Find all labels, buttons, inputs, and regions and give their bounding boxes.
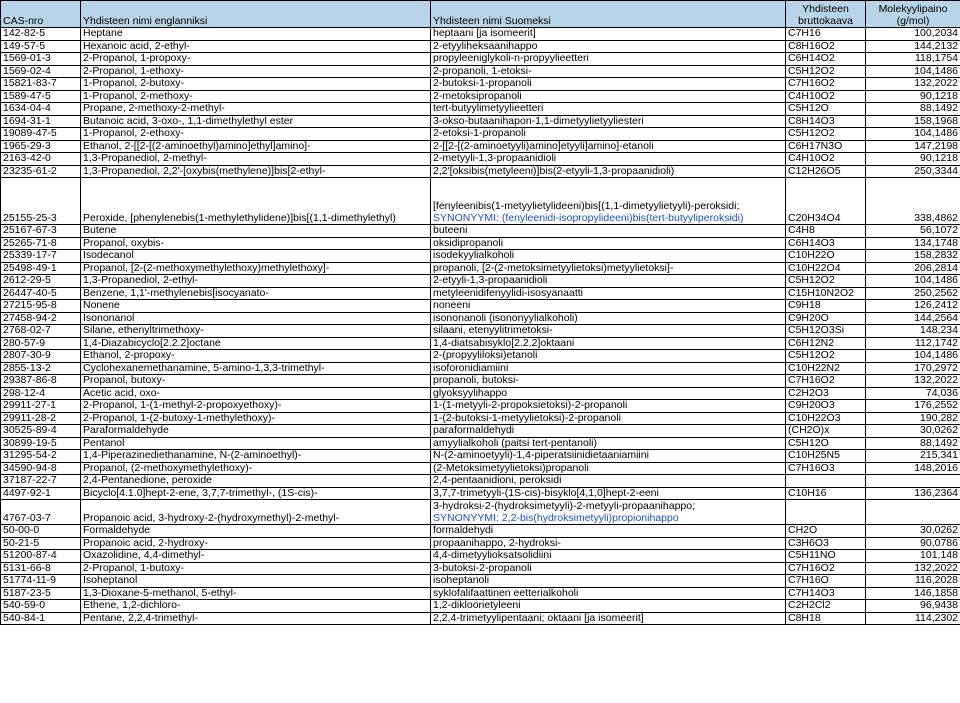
molecular-weight-cell: 88,1492	[866, 103, 960, 116]
cas-number-cell: 2768-02-7	[1, 325, 81, 338]
molecular-weight-cell: 90,0786	[866, 537, 960, 550]
finnish-name-cell: buteeni	[431, 225, 786, 238]
english-name-cell: Peroxide, [phenylenebis(1-methylethylidene)]bis[(1,1-dimethylethyl)	[81, 178, 431, 225]
finnish-name-cell: propaanihappo, 2-hydroksi-	[431, 537, 786, 550]
table-row	[1, 462, 960, 475]
table-row	[1, 550, 960, 563]
english-name-cell: 1-Propanol, 2-ethoxy-	[81, 128, 431, 141]
table-row	[1, 128, 960, 141]
cas-number-cell: 23235-61-2	[1, 165, 81, 178]
cas-number-cell: 1569-02-4	[1, 65, 81, 78]
molecular-weight-cell: 144,2564	[866, 312, 960, 325]
cas-number-cell: 27215-95-8	[1, 300, 81, 313]
cas-number-cell: 19089-47-5	[1, 128, 81, 141]
formula-cell: C7H16O2	[786, 562, 866, 575]
table-row	[1, 262, 960, 275]
table-row	[1, 487, 960, 500]
table-row	[1, 425, 960, 438]
table-row	[1, 400, 960, 413]
formula-cell: C5H12O2	[786, 65, 866, 78]
english-name-cell: Heptane	[81, 28, 431, 41]
formula-cell: C9H20O	[786, 312, 866, 325]
molecular-weight-cell: 126,2412	[866, 300, 960, 313]
formula-cell: C2H2Cl2	[786, 600, 866, 613]
table-row	[1, 300, 960, 313]
table-row	[1, 78, 960, 91]
table-row	[1, 250, 960, 263]
table-row	[1, 65, 960, 78]
english-name-cell: 2,4-Pentanedione, peroxide	[81, 475, 431, 488]
molecular-weight-cell: 116,2028	[866, 575, 960, 588]
finnish-name-cell: 3-okso-butaanihapon-1,1-dimetyylietyyliesteri	[431, 115, 786, 128]
finnish-name-cell: paraformaldehydi	[431, 425, 786, 438]
english-name-cell: 2-Propanol, 1-propoxy-	[81, 53, 431, 66]
finnish-name-cell: propanoli, butoksi-	[431, 375, 786, 388]
finnish-name-cell: propanoli, [2-(2-metoksimetyylietoksi)metyylietoksi]-	[431, 262, 786, 275]
formula-cell: C3H6O3	[786, 537, 866, 550]
english-name-cell: Pentanol	[81, 437, 431, 450]
molecular-weight-cell: 132,2022	[866, 562, 960, 575]
finnish-name-cell: 2-etyyli-1,3-propaanidioli	[431, 275, 786, 288]
molecular-weight-cell: 30,0262	[866, 425, 960, 438]
table-row	[1, 575, 960, 588]
english-name-cell: Propanol, butoxy-	[81, 375, 431, 388]
formula-cell: C6H14O3	[786, 237, 866, 250]
finnish-name-cell	[431, 178, 786, 225]
formula-cell: C7H16O	[786, 575, 866, 588]
cas-number-cell: 142-82-5	[1, 28, 81, 41]
table-row	[1, 362, 960, 375]
finnish-name-cell: 3,7,7-trimetyyli-(1S-cis)-bisyklo[4,1,0]hept-2-eeni	[431, 487, 786, 500]
cas-number-cell: 149-57-5	[1, 40, 81, 53]
english-name-cell: Butene	[81, 225, 431, 238]
molecular-weight-cell: 148,234	[866, 325, 960, 338]
molecular-weight-cell: 250,2562	[866, 287, 960, 300]
finnish-name-cell: 1-(1-metyyli-2-propoksietoksi)-2-propanoli	[431, 400, 786, 413]
english-name-cell: 1,4-Piperazinediethanamine, N-(2-aminoethyl)-	[81, 450, 431, 463]
header-formula: Yhdisteen bruttokaava	[786, 1, 866, 28]
english-name-cell: Formaldehyde	[81, 525, 431, 538]
english-name-cell: Propanol, oxybis-	[81, 237, 431, 250]
formula-cell: C10H16	[786, 487, 866, 500]
finnish-name-cell: propyleeniglykoli-n-propyylieetteri	[431, 53, 786, 66]
molecular-weight-cell: 104,1486	[866, 65, 960, 78]
table-row	[1, 375, 960, 388]
cas-number-cell: 298-12-4	[1, 387, 81, 400]
formula-cell: C12H26O5	[786, 165, 866, 178]
english-name-cell: Pentane, 2,2,4-trimethyl-	[81, 612, 431, 625]
english-name-cell: Butanoic acid, 3-oxo-, 1,1-dimethylethyl ester	[81, 115, 431, 128]
formula-cell: C5H12O2	[786, 128, 866, 141]
table-row	[1, 178, 960, 225]
formula-cell: C10H22N2	[786, 362, 866, 375]
formula-cell: C10H22O4	[786, 262, 866, 275]
english-name-cell: 1,3-Propanediol, 2-methyl-	[81, 153, 431, 166]
cas-number-cell: 37187-22-7	[1, 475, 81, 488]
formula-cell: C10H22O3	[786, 412, 866, 425]
molecular-weight-cell: 30,0262	[866, 525, 960, 538]
table-row	[1, 537, 960, 550]
english-name-cell: Paraformaldehyde	[81, 425, 431, 438]
formula-cell: C8H16O2	[786, 40, 866, 53]
table-row	[1, 387, 960, 400]
finnish-name-cell: 2-etyyliheksaanihappo	[431, 40, 786, 53]
finnish-name-cell: tert-butyylimetyylieetteri	[431, 103, 786, 116]
formula-cell: C7H16O3	[786, 462, 866, 475]
cas-number-cell: 5187-23-5	[1, 587, 81, 600]
cas-number-cell: 34590-94-8	[1, 462, 81, 475]
english-name-cell: Propanol, (2-methoxymethylethoxy)-	[81, 462, 431, 475]
molecular-weight-cell: 176,2552	[866, 400, 960, 413]
finnish-name-cell: 2-[[2-[(2-aminoetyyli)amino]etyyli]amino]-etanoli	[431, 140, 786, 153]
finnish-name-cell: oksidipropanoli	[431, 237, 786, 250]
finnish-name-cell: noneeni	[431, 300, 786, 313]
finnish-name-cell: heptaani [ja isomeerit]	[431, 28, 786, 41]
table-row	[1, 28, 960, 41]
cas-number-cell: 25167-67-3	[1, 225, 81, 238]
molecular-weight-cell: 88,1492	[866, 437, 960, 450]
formula-cell: C10H25N5	[786, 450, 866, 463]
english-name-cell: 2-Propanol, 1-(1-methyl-2-propoxyethoxy)-	[81, 400, 431, 413]
table-row	[1, 90, 960, 103]
table-row	[1, 337, 960, 350]
molecular-weight-cell: 170,2972	[866, 362, 960, 375]
header-finnish-name: Yhdisteen nimi Suomeksi	[431, 1, 786, 28]
molecular-weight-cell: 158,2832	[866, 250, 960, 263]
english-name-cell: Propanoic acid, 3-hydroxy-2-(hydroxymethyl)-2-methyl-	[81, 500, 431, 525]
finnish-name-cell: isoheptanoli	[431, 575, 786, 588]
table-row	[1, 412, 960, 425]
table-header-row	[1, 1, 960, 28]
formula-cell: C5H11NO	[786, 550, 866, 563]
finnish-name-cell: 2-propanoli, 1-etoksi-	[431, 65, 786, 78]
cas-number-cell: 2855-13-2	[1, 362, 81, 375]
english-name-cell: Silane, ethenyltrimethoxy-	[81, 325, 431, 338]
molecular-weight-cell: 56,1072	[866, 225, 960, 238]
molecular-weight-cell: 250,3344	[866, 165, 960, 178]
english-name-cell: Ethanol, 2-[[2-[(2-aminoethyl)amino]ethyl]amino]-	[81, 140, 431, 153]
english-name-cell: 2-Propanol, 1-(2-butoxy-1-methylethoxy)-	[81, 412, 431, 425]
table-row	[1, 287, 960, 300]
cas-number-cell: 50-21-5	[1, 537, 81, 550]
cas-number-cell: 51774-11-9	[1, 575, 81, 588]
table-row	[1, 350, 960, 363]
finnish-name-cell: 2-etoksi-1-propanoli	[431, 128, 786, 141]
formula-cell: C9H18	[786, 300, 866, 313]
molecular-weight-cell: 144,2132	[866, 40, 960, 53]
table-row	[1, 525, 960, 538]
table-row	[1, 53, 960, 66]
finnish-name-cell: glyoksyylihappo	[431, 387, 786, 400]
formula-cell: C4H10O2	[786, 90, 866, 103]
molecular-weight-cell: 134,1748	[866, 237, 960, 250]
table-row	[1, 612, 960, 625]
cas-number-cell: 1965-29-3	[1, 140, 81, 153]
formula-cell: C20H34O4	[786, 178, 866, 225]
finnish-name-cell: 2-butoksi-1-propanoli	[431, 78, 786, 91]
finnish-name-cell: isoforonidiamiini	[431, 362, 786, 375]
molecular-weight-cell: 104,1486	[866, 350, 960, 363]
english-name-cell: Isononanol	[81, 312, 431, 325]
formula-cell: C6H12N2	[786, 337, 866, 350]
molecular-weight-cell: 96,9438	[866, 600, 960, 613]
formula-cell: C7H16O2	[786, 78, 866, 91]
molecular-weight-cell	[866, 475, 960, 488]
cas-number-cell: 25498-49-1	[1, 262, 81, 275]
table-row	[1, 275, 960, 288]
formula-cell: C5H12O	[786, 103, 866, 116]
formula-cell: C5H12O2	[786, 350, 866, 363]
finnish-name-cell: silaani, etenyylitrimetoksi-	[431, 325, 786, 338]
header-english-name: Yhdisteen nimi englanniksi	[81, 1, 431, 28]
cas-number-cell: 29911-28-2	[1, 412, 81, 425]
cas-number-cell: 4497-92-1	[1, 487, 81, 500]
finnish-name-cell: 2,2,4-trimetyylipentaani; oktaani [ja isomeerit]	[431, 612, 786, 625]
formula-cell: C4H10O2	[786, 153, 866, 166]
cas-number-cell: 2807-30-9	[1, 350, 81, 363]
cas-number-cell: 25155-25-3	[1, 178, 81, 225]
table-row	[1, 562, 960, 575]
molecular-weight-cell: 104,1486	[866, 128, 960, 141]
molecular-weight-cell: 74,036	[866, 387, 960, 400]
formula-cell	[786, 475, 866, 488]
table-row	[1, 237, 960, 250]
cas-number-cell: 540-59-0	[1, 600, 81, 613]
table-body	[1, 28, 960, 625]
table-row	[1, 165, 960, 178]
english-name-cell: Benzene, 1,1'-methylenebis[isocyanato-	[81, 287, 431, 300]
molecular-weight-cell: 146,1858	[866, 587, 960, 600]
molecular-weight-cell: 114,2302	[866, 612, 960, 625]
finnish-name-cell: metyleenidifenyylidi-isosyanaatti	[431, 287, 786, 300]
english-name-cell: Propane, 2-methoxy-2-methyl-	[81, 103, 431, 116]
molecular-weight-cell: 90,1218	[866, 153, 960, 166]
molecular-weight-cell: 132,2022	[866, 375, 960, 388]
formula-cell: C7H16	[786, 28, 866, 41]
english-name-cell: Propanol, [2-(2-methoxymethylethoxy)methylethoxy]-	[81, 262, 431, 275]
english-name-cell: Propanoic acid, 2-hydroxy-	[81, 537, 431, 550]
english-name-cell: 1,3-Propanediol, 2-ethyl-	[81, 275, 431, 288]
finnish-name-cell: 2,2'[oksibis(metyleeni)]bis(2-etyyli-1,3-propaanidioli)	[431, 165, 786, 178]
molecular-weight-cell: 101,148	[866, 550, 960, 563]
english-name-cell: Nonene	[81, 300, 431, 313]
finnish-name-cell: 1,4-diatsabisyklo[2.2.2]oktaani	[431, 337, 786, 350]
formula-cell: C15H10N2O2	[786, 287, 866, 300]
english-name-cell: Isoheptanol	[81, 575, 431, 588]
table-row	[1, 153, 960, 166]
molecular-weight-cell: 148,2016	[866, 462, 960, 475]
table-row	[1, 103, 960, 116]
cas-number-cell: 4767-03-7	[1, 500, 81, 525]
finnish-name-cell: amyylialkoholi (paitsi tert-pentanoli)	[431, 437, 786, 450]
molecular-weight-cell: 112,1742	[866, 337, 960, 350]
english-name-cell: Ethene, 1,2-dichloro-	[81, 600, 431, 613]
finnish-name-cell: isononanoli (isononyylialkoholi)	[431, 312, 786, 325]
molecular-weight-cell	[866, 500, 960, 525]
finnish-name-cell: syklofalifaattinen eetterialkoholi	[431, 587, 786, 600]
cas-number-cell: 51200-87-4	[1, 550, 81, 563]
cas-number-cell: 5131-66-8	[1, 562, 81, 575]
english-name-cell: 1,3-Propanediol, 2,2'-[oxybis(methylene)]bis[2-ethyl-	[81, 165, 431, 178]
finnish-name-cell: 2,4-pentaanidioni, peroksidi	[431, 475, 786, 488]
english-name-cell: 1-Propanol, 2-methoxy-	[81, 90, 431, 103]
molecular-weight-cell: 147,2198	[866, 140, 960, 153]
molecular-weight-cell: 118,1754	[866, 53, 960, 66]
cas-number-cell: 2163-42-0	[1, 153, 81, 166]
cas-number-cell: 30525-89-4	[1, 425, 81, 438]
cas-number-cell: 1589-47-5	[1, 90, 81, 103]
formula-cell: C4H8	[786, 225, 866, 238]
cas-number-cell: 27458-94-2	[1, 312, 81, 325]
english-name-cell: 1,4-Diazabicyclo[2.2.2]octane	[81, 337, 431, 350]
english-name-cell: 2-Propanol, 1-butoxy-	[81, 562, 431, 575]
finnish-name-text: 3-hydroksi-2-(hydroksimetyyli)-2-metyyli-propaanihappo;	[433, 500, 696, 512]
finnish-name-cell: 2-metoksipropanoli	[431, 90, 786, 103]
synonym-text: SYNONYYMI: 2,2-bis(hydroksimetyyli)propionihappo	[433, 511, 679, 524]
finnish-name-cell: 4,4-dimetyylioksatsolidiini	[431, 550, 786, 563]
table-row	[1, 475, 960, 488]
formula-cell: C7H14O3	[786, 587, 866, 600]
english-name-cell: Oxazolidine, 4,4-dimethyl-	[81, 550, 431, 563]
synonym-text: SYNONYYMI: (fenyleenidi-isopropylideeni)bis(tert-butyyliperoksidi)	[433, 211, 744, 224]
cas-number-cell: 15821-83-7	[1, 78, 81, 91]
cas-number-cell: 29911-27-1	[1, 400, 81, 413]
table-row	[1, 587, 960, 600]
english-name-cell: Ethanol, 2-propoxy-	[81, 350, 431, 363]
cas-number-cell: 2612-29-5	[1, 275, 81, 288]
molecular-weight-cell: 136,2364	[866, 487, 960, 500]
formula-cell: C6H17N3O	[786, 140, 866, 153]
finnish-name-cell: 1-(2-butoksi-1-metyylietoksi)-2-propanoli	[431, 412, 786, 425]
formula-cell: C7H16O2	[786, 375, 866, 388]
molecular-weight-cell: 215,341	[866, 450, 960, 463]
formula-cell: C10H22O	[786, 250, 866, 263]
molecular-weight-cell: 206,2814	[866, 262, 960, 275]
header-cas: CAS-nro	[1, 1, 81, 28]
formula-cell: C9H20O3	[786, 400, 866, 413]
molecular-weight-cell: 158,1968	[866, 115, 960, 128]
table-row	[1, 437, 960, 450]
cas-number-cell: 1694-31-1	[1, 115, 81, 128]
finnish-name-text: [fenyleenibis(1-metyylietylideeni)bis[(1,1-dimetyylietyyli)-peroksidi;	[433, 200, 740, 212]
finnish-name-cell: 2-metyyli-1,3-propaanidioli	[431, 153, 786, 166]
cas-number-cell: 540-84-1	[1, 612, 81, 625]
formula-cell: C5H12O3Si	[786, 325, 866, 338]
formula-cell: C6H14O2	[786, 53, 866, 66]
cas-number-cell: 26447-40-5	[1, 287, 81, 300]
finnish-name-cell: 3-butoksi-2-propanoli	[431, 562, 786, 575]
cas-number-cell: 25265-71-8	[1, 237, 81, 250]
english-name-cell: 1,3-Dioxane-5-methanol, 5-ethyl-	[81, 587, 431, 600]
formula-cell: C8H18	[786, 612, 866, 625]
cas-number-cell: 31295-54-2	[1, 450, 81, 463]
english-name-cell: Acetic acid, oxo-	[81, 387, 431, 400]
formula-cell: C5H12O	[786, 437, 866, 450]
formula-cell: C5H12O2	[786, 275, 866, 288]
table-row	[1, 500, 960, 525]
finnish-name-cell	[431, 500, 786, 525]
formula-cell: CH2O	[786, 525, 866, 538]
formula-cell: C8H14O3	[786, 115, 866, 128]
finnish-name-cell: 2-(propyyliloksi)etanoli	[431, 350, 786, 363]
finnish-name-cell: N-(2-aminoetyyli)-1,4-piperatsiinidietaaniamiini	[431, 450, 786, 463]
table-row	[1, 115, 960, 128]
molecular-weight-cell: 90,1218	[866, 90, 960, 103]
english-name-cell: 2-Propanol, 1-ethoxy-	[81, 65, 431, 78]
header-molecular-weight: Molekyylipaino (g/mol)	[866, 1, 960, 28]
table-row	[1, 225, 960, 238]
english-name-cell: 1-Propanol, 2-butoxy-	[81, 78, 431, 91]
formula-cell	[786, 500, 866, 525]
cas-number-cell: 1569-01-3	[1, 53, 81, 66]
table-row	[1, 600, 960, 613]
table-row	[1, 450, 960, 463]
cas-number-cell: 25339-17-7	[1, 250, 81, 263]
molecular-weight-cell: 100,2034	[866, 28, 960, 41]
table-row	[1, 312, 960, 325]
molecular-weight-cell: 338,4862	[866, 178, 960, 225]
molecular-weight-cell: 190,282	[866, 412, 960, 425]
cas-number-cell: 1634-04-4	[1, 103, 81, 116]
english-name-cell: Isodecanol	[81, 250, 431, 263]
finnish-name-cell: (2-Metoksimetyylietoksi)propanoli	[431, 462, 786, 475]
cas-number-cell: 50-00-0	[1, 525, 81, 538]
formula-cell: C2H2O3	[786, 387, 866, 400]
table-row	[1, 140, 960, 153]
finnish-name-cell: isodekyylialkoholi	[431, 250, 786, 263]
formula-cell: (CH2O)x	[786, 425, 866, 438]
english-name-cell: Hexanoic acid, 2-ethyl-	[81, 40, 431, 53]
molecular-weight-cell: 132,2022	[866, 78, 960, 91]
cas-number-cell: 30899-19-5	[1, 437, 81, 450]
table-row	[1, 40, 960, 53]
cas-number-cell: 29387-86-8	[1, 375, 81, 388]
finnish-name-cell: 1,2-dikloorietyleeni	[431, 600, 786, 613]
table-row	[1, 325, 960, 338]
english-name-cell: Bicyclo[4.1.0]hept-2-ene, 3,7,7-trimethyl-, (1S-cis)-	[81, 487, 431, 500]
cas-number-cell: 280-57-9	[1, 337, 81, 350]
english-name-cell: Cyclohexanemethanamine, 5-amino-1,3,3-trimethyl-	[81, 362, 431, 375]
molecular-weight-cell: 104,1486	[866, 275, 960, 288]
finnish-name-cell: formaldehydi	[431, 525, 786, 538]
